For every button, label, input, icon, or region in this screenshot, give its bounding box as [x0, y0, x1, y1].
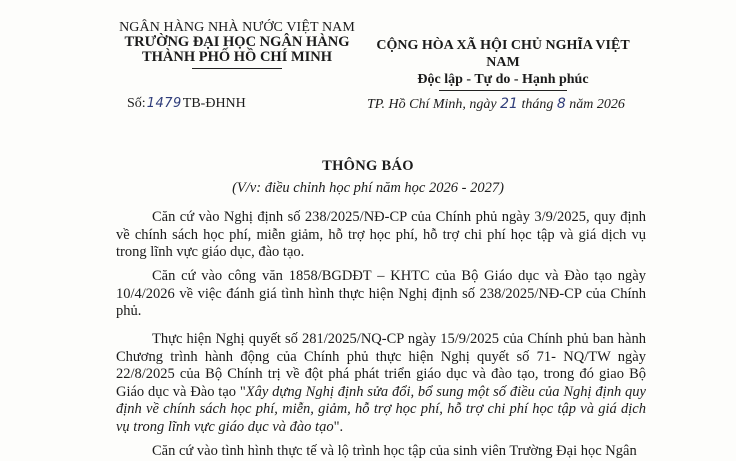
paragraph-context: [116, 443, 646, 461]
paragraph-legal-basis-2: [116, 268, 646, 321]
issue-date-line: [367, 96, 625, 113]
date-place: TP. Hồ Chí Minh, ngày: [367, 97, 497, 112]
paragraph-text: Thực hiện Nghị quyết số 281/2025/NQ-CP ngày 15/9/2025 của Chính phủ ban hành Chương trình hành động của Chính phủ thực hiện Nghị quyết số 71- NQ/TW ngày 22/8/2025 của Bộ Chính trị về đột phá phát triển giáo dục và đào tạo, trong đó giao Bộ Giáo dục và Đào tạo ": [116, 331, 646, 400]
date-month-label: tháng: [521, 97, 554, 112]
paragraph-text-end: ".: [333, 418, 344, 435]
document-subject: (V/v: điều chỉnh học phí năm học 2026 - 2027): [232, 180, 504, 196]
document-number: [127, 96, 246, 112]
quoted-task-italic: Xây dựng Nghị định sửa đổi, bổ sung một số điều của Nghị định quy định về chính sách học phí, miễn, giảm, hỗ trợ học phí, hỗ trợ chi phí học tập và giá dịch vụ trong lĩnh vực giáo dục và đào tạo: [116, 383, 646, 435]
paragraph-text: Căn cứ vào tình hình thực tế và lộ trình học tập của sinh viên Trường Đại học Ngân: [152, 443, 637, 459]
document-title: THÔNG BÁO: [322, 158, 414, 174]
paragraph-legal-basis-1: [116, 209, 646, 262]
motto-underline: [439, 90, 567, 91]
parent-agency-name: NGÂN HÀNG NHÀ NƯỚC VIỆT NAM: [119, 20, 355, 35]
date-day-handwritten: 21: [500, 96, 518, 112]
doc-number-handwritten: 1479: [146, 96, 182, 111]
header-left-underline: [192, 68, 282, 69]
school-name-line1: TRƯỜNG ĐẠI HỌC NGÂN HÀNG: [124, 34, 350, 50]
issuing-agency-block: [106, 20, 368, 69]
national-heading-block: [362, 37, 644, 91]
paragraph-resolution: [116, 331, 646, 436]
school-name-line2: THÀNH PHỐ HỒ CHÍ MINH: [141, 49, 333, 65]
doc-number-prefix: Số:: [127, 96, 146, 111]
paragraph-text: Căn cứ vào công văn 1858/BGDĐT – KHTC của Bộ Giáo dục và Đào tạo ngày 10/4/2026 về việc đánh giá tình hình thực hiện Nghị định số 238/2025/NĐ-CP của Chính phủ.: [116, 268, 646, 319]
doc-number-suffix: TB-ĐHNH: [182, 96, 246, 111]
date-year: năm 2026: [569, 97, 625, 112]
republic-name: CỘNG HÒA XÃ HỘI CHỦ NGHĨA VIỆT NAM: [376, 38, 630, 70]
national-motto: Độc lập - Tự do - Hạnh phúc: [417, 72, 589, 87]
paragraph-text: Căn cứ vào Nghị định số 238/2025/NĐ-CP của Chính phủ ngày 3/9/2025, quy định về chính sách học phí, miễn giảm, hỗ trợ học phí, hỗ trợ chi phí học tập và giá dịch vụ trong lĩnh vực giáo dục, đào tạo.: [116, 209, 646, 260]
date-month-handwritten: 8: [556, 96, 566, 112]
